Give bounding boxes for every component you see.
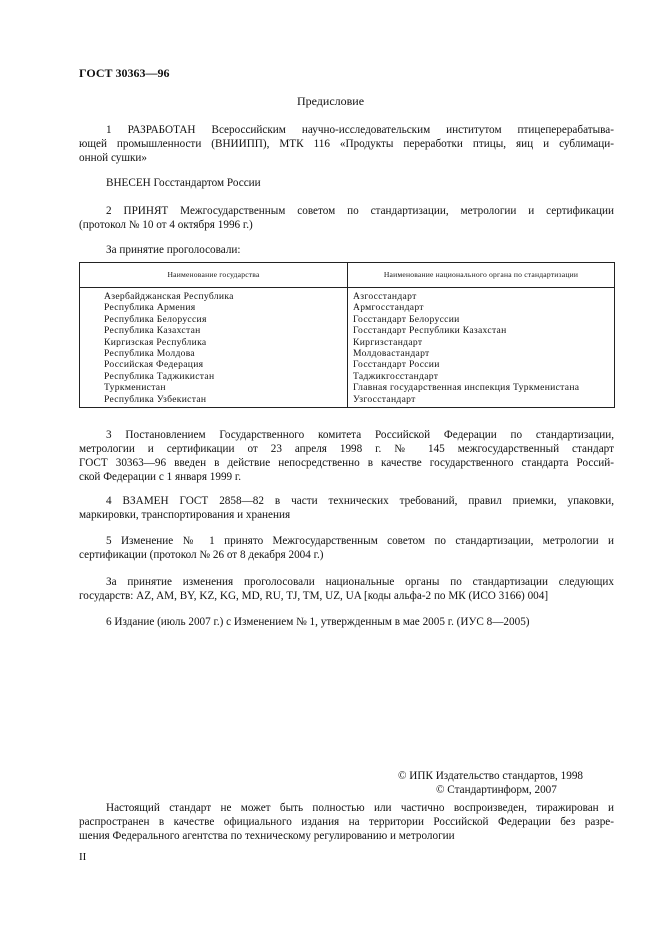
text-line: 6 Издание (июль 2007 г.) с Изменением № 1, утвержденным в мае 2005 г. (ИУС 8—2005): [106, 616, 530, 628]
text-line: распространен в качестве официального издания на территории Российской Федерации без разре-: [79, 816, 614, 828]
copyright-standartinform: © Стандартинформ, 2007: [436, 784, 557, 796]
paragraph-voted: [79, 243, 614, 257]
text-line: 4 ВЗАМЕН ГОСТ 2858—82 в части технических требований, правил приемки, упаковки,: [106, 495, 614, 507]
page-number: II: [79, 851, 87, 863]
text-line: маркировки, транспортирования и хранения: [79, 509, 291, 521]
body-name: Госстандарт России: [353, 359, 440, 371]
voting-table: [79, 262, 615, 408]
state-name: Киргизская Республика: [104, 336, 207, 348]
text-line: ской Федерации с 1 января 1999 г.: [79, 471, 242, 483]
state-name: Российская Федерация: [104, 359, 204, 371]
text-line: 1 РАЗРАБОТАН Всероссийским научно-исследовательским институтом птицеперерабатыва-: [106, 124, 614, 136]
paragraph-replaces: [79, 494, 614, 522]
paragraph-amendment: [79, 534, 614, 562]
paragraph-introduced: [79, 176, 614, 190]
state-name: Туркменистан: [104, 382, 166, 394]
body-name: Госстандарт Белоруссии: [353, 313, 460, 325]
body-name: Молдовастандарт: [353, 348, 430, 360]
text-line: За принятие проголосовали:: [106, 244, 241, 256]
body-name: Киргизстандарт: [353, 336, 423, 348]
table-row: [80, 288, 615, 408]
state-name: Республика Узбекистан: [104, 393, 207, 405]
state-name: Азербайджанская Республика: [104, 291, 234, 302]
bodies-cell: [348, 288, 615, 408]
text-line: (протокол № 10 от 4 октября 1996 г.): [79, 219, 253, 231]
text-line: 5 Изменение № 1 принято Межгосударственным советом по стандартизации, метрологии и: [106, 535, 614, 547]
text-line: государств: AZ, AM, BY, KZ, KG, MD, RU, TJ, TM, UZ, UA [коды альфа-2 по МК (ИСО 3166) 004]: [79, 590, 549, 602]
text-line: Настоящий стандарт не может быть полностью или частично воспроизведен, тиражирован и: [106, 802, 614, 814]
text-line: метрологии и сертификации от 23 апреля 1998 г. № 145 межгосударственный стандарт: [79, 443, 614, 455]
states-cell: [80, 288, 348, 408]
state-name: Республика Таджикистан: [104, 370, 215, 382]
paragraph-amendment-vote: [79, 575, 614, 603]
state-name: Республика Казахстан: [104, 325, 201, 337]
copyright-ipk: © ИПК Издательство стандартов, 1998: [398, 770, 584, 782]
body-name: Главная государственная инспекция Туркменистана: [353, 382, 580, 394]
body-name: Таджикгосстандарт: [353, 370, 439, 382]
body-name: Госстандарт Республики Казахстан: [353, 325, 507, 337]
paragraph-decree: [79, 428, 614, 484]
text-line: ВНЕСЕН Госстандартом России: [106, 177, 261, 189]
column-header-body: Наименование национального органа по стандартизации: [348, 263, 615, 288]
paragraph-developed: [79, 123, 614, 165]
state-name: Республика Белоруссия: [104, 313, 207, 325]
text-line: онной сушки»: [79, 152, 147, 164]
body-name: Узгосстандарт: [353, 393, 416, 405]
section-title: Предисловие: [296, 94, 365, 108]
text-line: шения Федерального агентства по техническому регулированию и метрологии: [79, 830, 455, 842]
body-name: Азгосстандарт: [353, 291, 417, 302]
paragraph-edition: [79, 615, 614, 629]
table-header-row: [80, 263, 615, 288]
paragraph-reproduction-notice: [79, 801, 614, 843]
body-name: Армгосстандарт: [353, 302, 424, 314]
text-line: ющей промышленности (ВНИИПП), МТК 116 «Продукты переработки птицы, яиц и сублимаци-: [79, 138, 614, 150]
text-line: сертификации (протокол № 26 от 8 декабря 2004 г.): [79, 549, 324, 561]
paragraph-adopted: [79, 204, 614, 232]
text-line: ГОСТ 30363—96 введен в действие непосредственно в качестве государственного стандарта Россий-: [79, 457, 614, 469]
text-line: За принятие изменения проголосовали национальные органы по стандартизации следующих: [106, 576, 614, 588]
document-header: ГОСТ 30363—96: [79, 66, 170, 80]
column-header-state: Наименование государства: [80, 263, 348, 288]
state-name: Республика Молдова: [104, 348, 195, 360]
text-line: 3 Постановлением Государственного комитета Российской Федерации по стандартизации,: [106, 429, 614, 441]
state-name: Республика Армения: [104, 302, 196, 314]
text-line: 2 ПРИНЯТ Межгосударственным советом по стандартизации, метрологии и сертификации: [106, 205, 614, 217]
